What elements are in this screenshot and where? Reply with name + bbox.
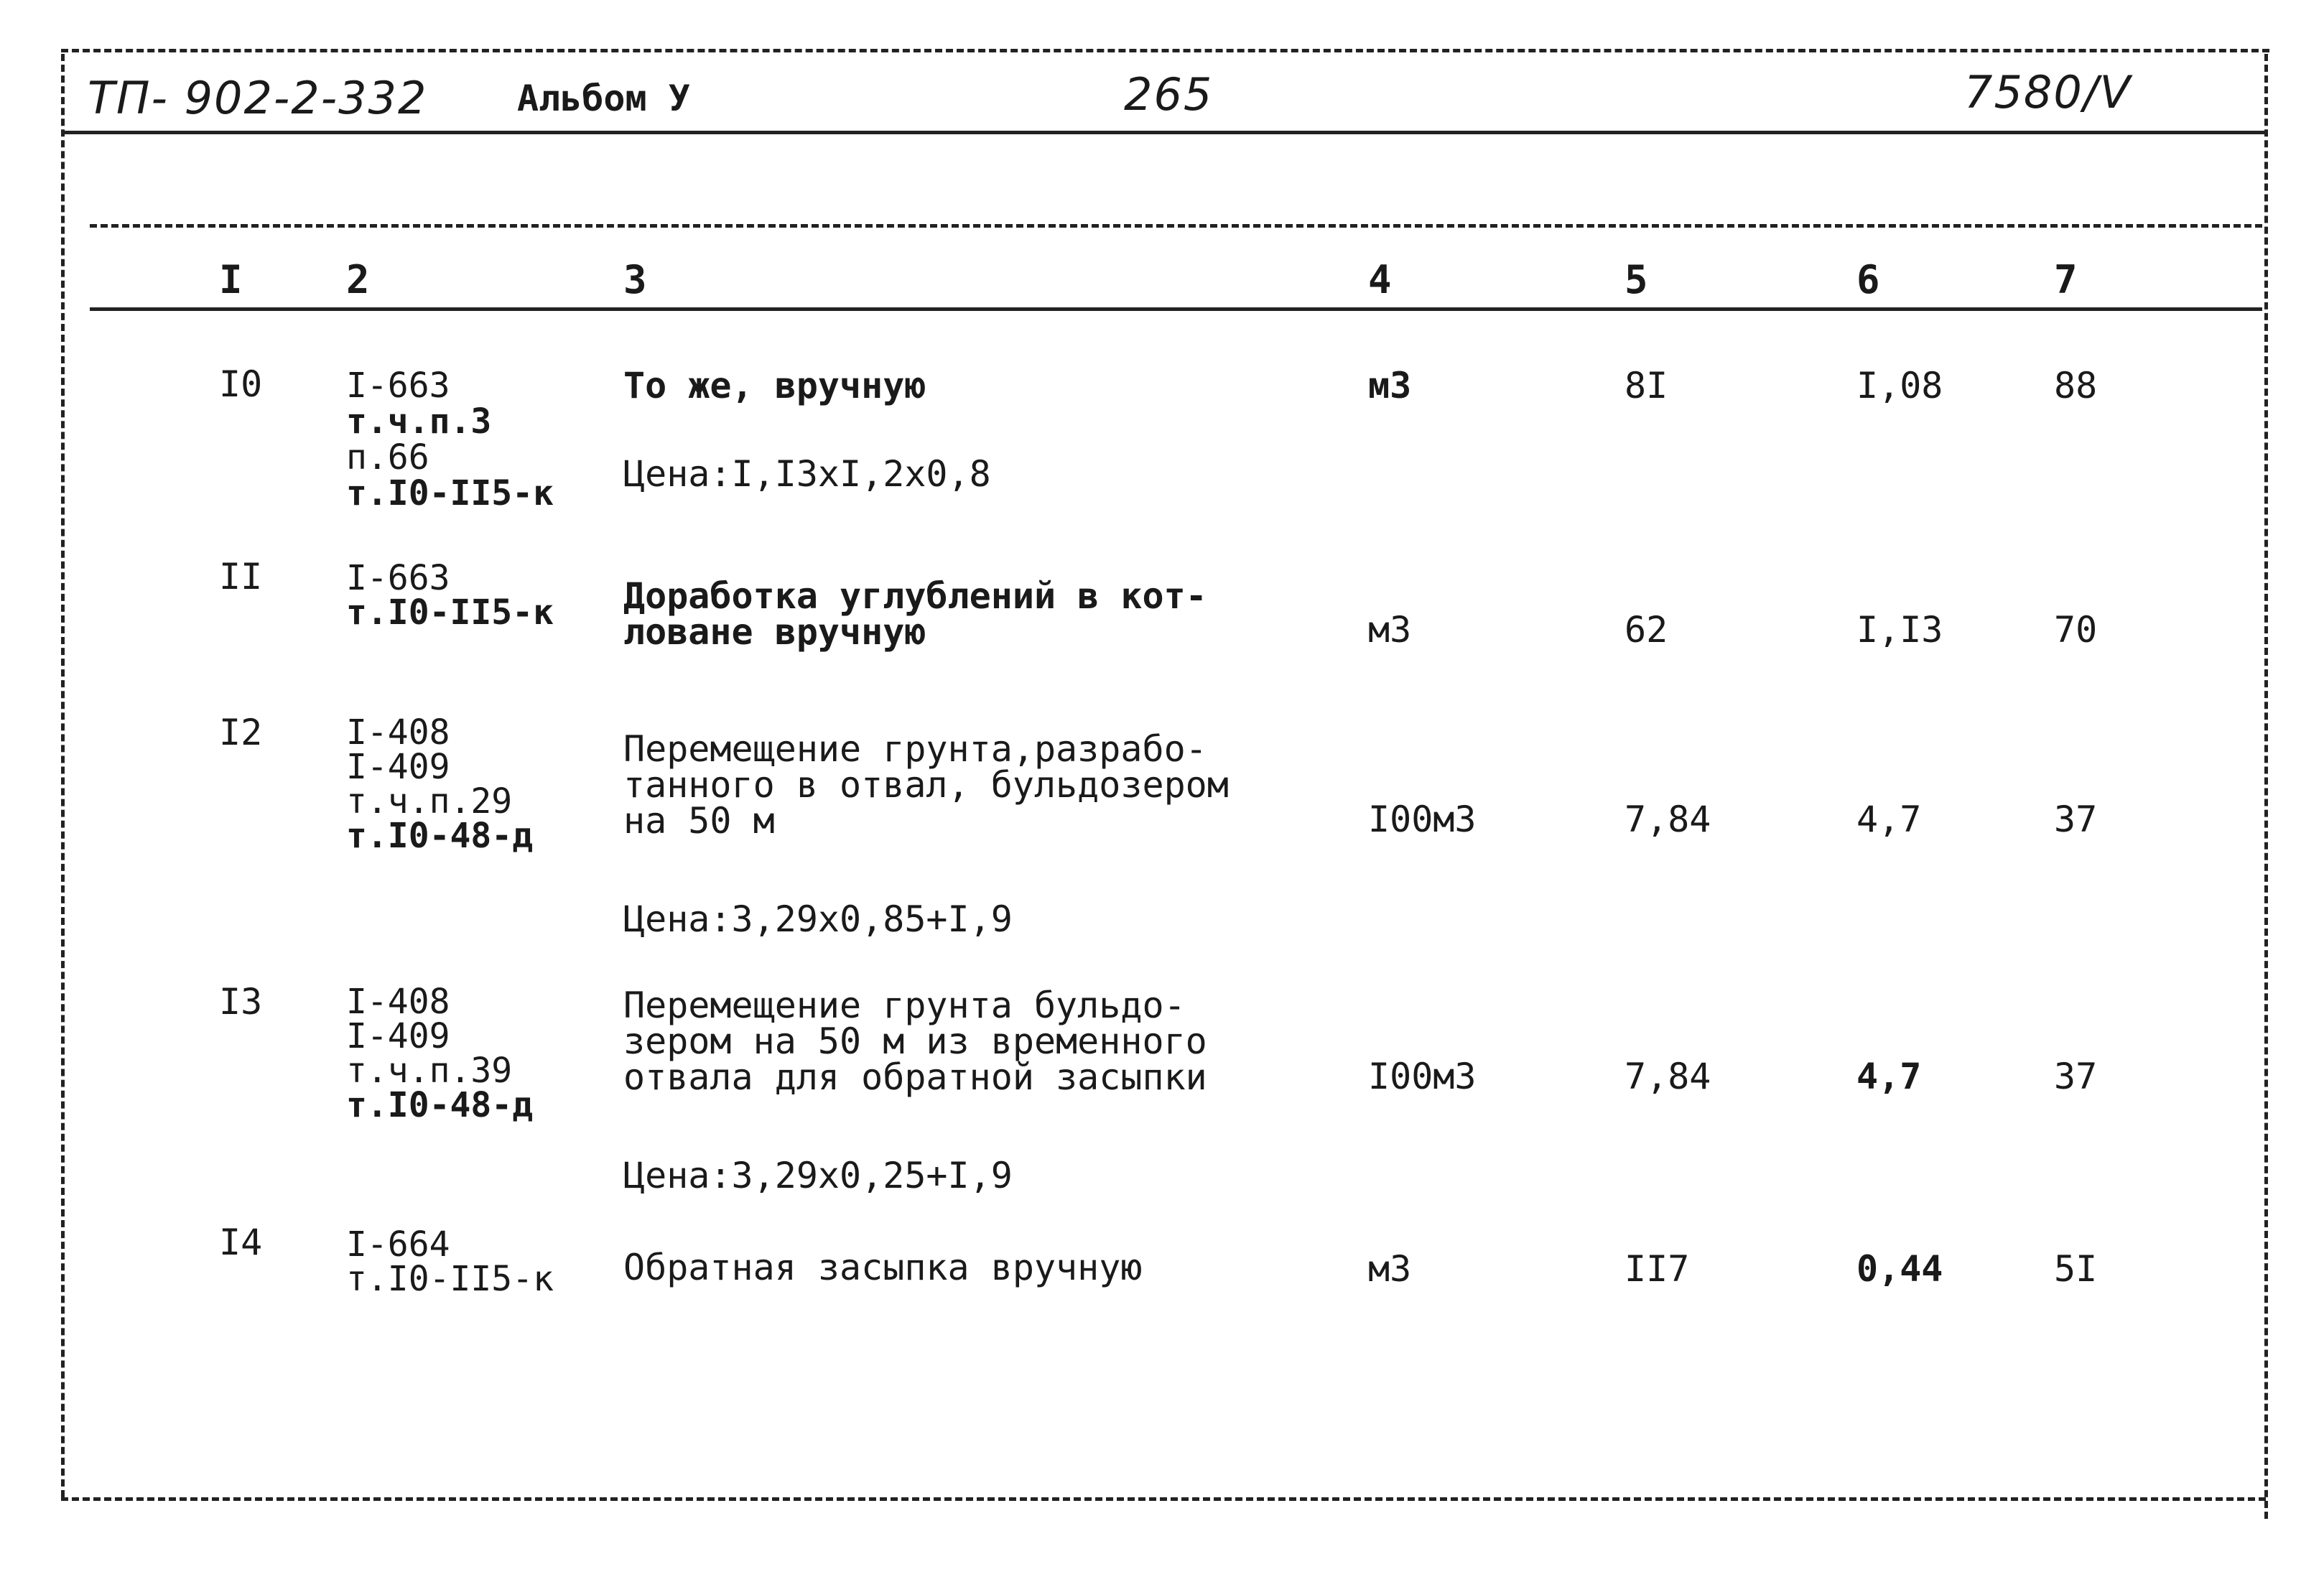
unit-price: I,I3 — [1856, 609, 1943, 651]
frame-right-border — [2264, 54, 2268, 1519]
total-cost: 37 — [2054, 1056, 2098, 1097]
norm-reference: I-663 — [346, 366, 450, 406]
row-number: II — [219, 556, 263, 597]
work-description: отвала для обратной засыпки — [623, 1056, 1207, 1098]
archive-number: 7580/V — [1964, 66, 2132, 118]
work-description: Перемещение грунта,разрабо- — [623, 728, 1207, 770]
unit-price: 0,44 — [1856, 1248, 1943, 1290]
norm-reference: т.I0-48-д — [346, 816, 534, 856]
norm-reference: I-409 — [346, 1016, 450, 1056]
table-top-rule — [90, 224, 2262, 228]
header-divider — [61, 131, 2266, 134]
quantity: 62 — [1625, 609, 1668, 651]
row-number: I4 — [219, 1222, 263, 1263]
unit: м3 — [1368, 365, 1412, 406]
work-description: танного в отвал, бульдозером — [623, 764, 1229, 806]
frame-top-border — [61, 49, 2269, 52]
price-formula: Цена:3,29x0,85+I,9 — [623, 898, 1013, 940]
unit: м3 — [1368, 609, 1412, 651]
norm-reference: т.ч.п.39 — [346, 1051, 513, 1091]
norm-reference: I-663 — [346, 558, 450, 598]
unit-price: 4,7 — [1856, 799, 1922, 840]
col-header-7: 7 — [2054, 257, 2078, 302]
quantity: 7,84 — [1625, 799, 1711, 840]
norm-reference: т.I0-II5-к — [346, 1259, 554, 1299]
unit-price: 4,7 — [1856, 1056, 1922, 1097]
norm-reference: I-664 — [346, 1224, 450, 1265]
price-formula: Цена:3,29x0,25+I,9 — [623, 1155, 1013, 1196]
col-header-3: 3 — [623, 257, 647, 302]
row-number: I3 — [219, 981, 263, 1023]
unit: м3 — [1368, 1248, 1412, 1290]
row-number: I2 — [219, 712, 263, 753]
col-header-2: 2 — [346, 257, 370, 302]
col-header-4: 4 — [1368, 257, 1392, 302]
page-number: 265 — [1124, 68, 1214, 121]
column-header-rule — [90, 307, 2262, 311]
unit: I00м3 — [1368, 1056, 1477, 1097]
norm-reference: т.I0-48-д — [346, 1085, 534, 1125]
total-cost: 5I — [2054, 1248, 2098, 1290]
work-description: зером на 50 м из временного — [623, 1020, 1207, 1062]
work-description: То же, вручную — [623, 365, 926, 406]
norm-reference: I-409 — [346, 747, 450, 787]
project-code: ТП- 902-2-332 — [88, 72, 428, 124]
album-label: Альбом У — [517, 78, 690, 119]
total-cost: 37 — [2054, 799, 2098, 840]
quantity: 8I — [1625, 365, 1668, 406]
total-cost: 88 — [2054, 365, 2098, 406]
norm-reference: т.I0-II5-к — [346, 473, 554, 513]
norm-reference: т.ч.п.29 — [346, 781, 513, 822]
frame-bottom-border — [61, 1497, 2266, 1501]
quantity: II7 — [1625, 1248, 1690, 1290]
work-description: ловане вручную — [623, 611, 926, 653]
col-header-6: 6 — [1856, 257, 1880, 302]
norm-reference: I-408 — [346, 712, 450, 753]
frame-left-border — [61, 54, 65, 1497]
total-cost: 70 — [2054, 609, 2098, 651]
col-header-5: 5 — [1625, 257, 1648, 302]
norm-reference: т.I0-II5-к — [346, 592, 554, 633]
price-formula: Цена:I,I3xI,2x0,8 — [623, 453, 991, 495]
norm-reference: п.66 — [346, 437, 429, 478]
row-number: I0 — [219, 363, 263, 405]
unit: I00м3 — [1368, 799, 1477, 840]
norm-reference: т.ч.п.3 — [346, 401, 492, 442]
col-header-1: I — [219, 257, 243, 302]
unit-price: I,08 — [1856, 365, 1943, 406]
quantity: 7,84 — [1625, 1056, 1711, 1097]
work-description: на 50 м — [623, 800, 775, 842]
work-description: Доработка углублений в кот- — [623, 575, 1207, 617]
work-description: Перемещение грунта бульдо- — [623, 985, 1186, 1026]
work-description: Обратная засыпка вручную — [623, 1247, 1143, 1288]
norm-reference: I-408 — [346, 982, 450, 1022]
